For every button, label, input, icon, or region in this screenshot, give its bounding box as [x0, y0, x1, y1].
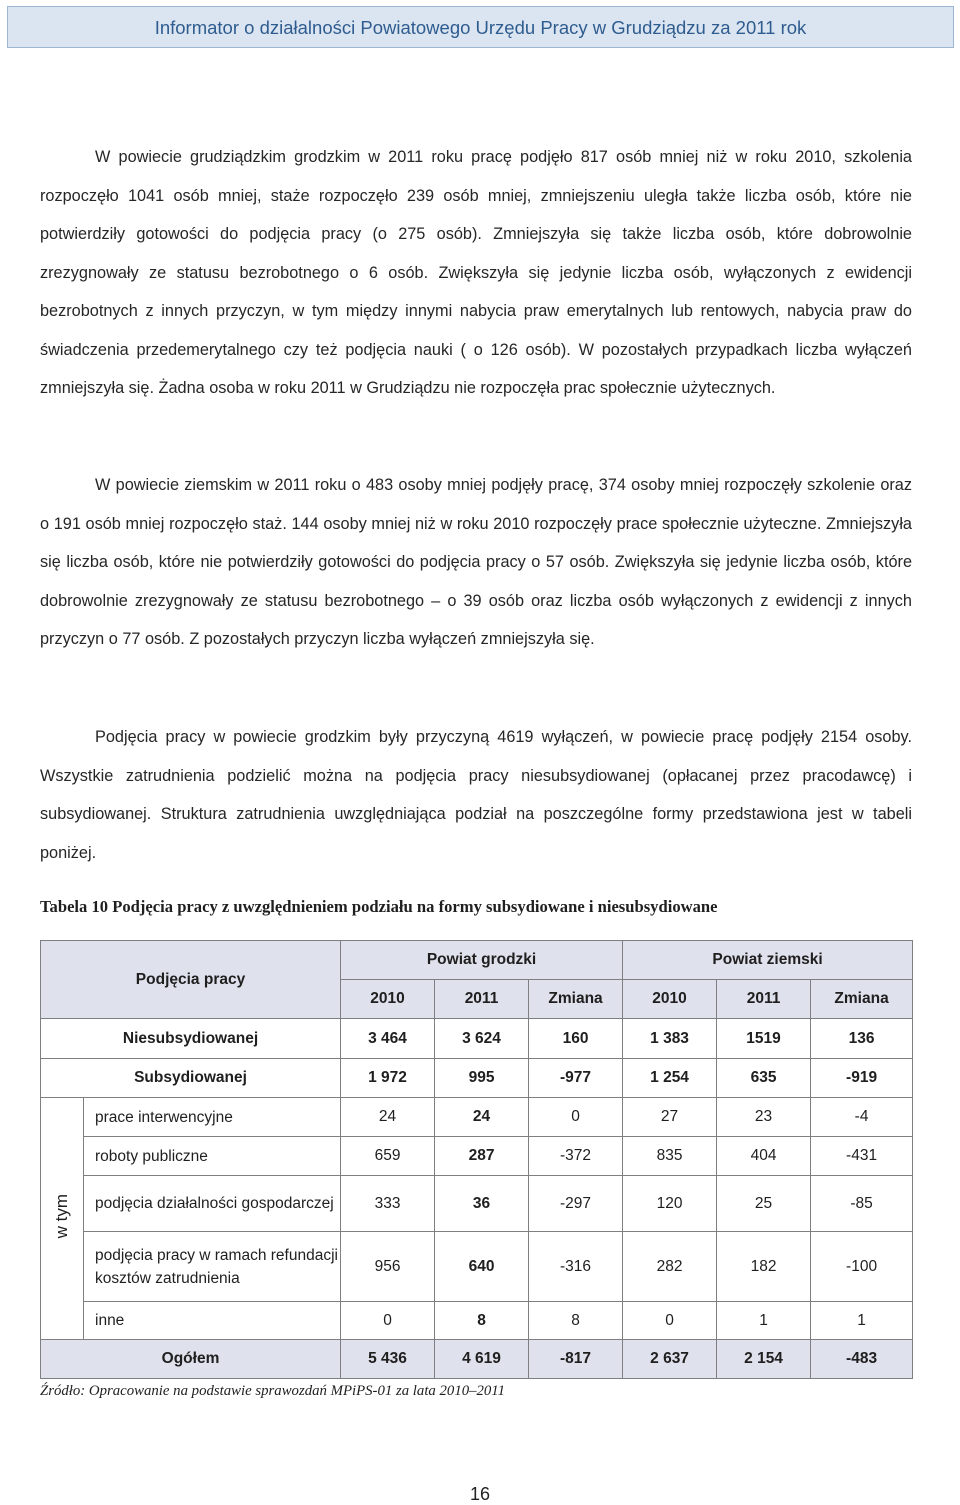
- subheader-cell: 2010: [341, 980, 435, 1019]
- table-cell: 333: [341, 1176, 435, 1232]
- table-cell: 0: [341, 1302, 435, 1340]
- table-cell: 24: [435, 1098, 529, 1137]
- paragraph-2: [40, 466, 912, 659]
- table-cell: 956: [341, 1232, 435, 1302]
- table-cell: -817: [529, 1340, 623, 1379]
- table-cell: -431: [811, 1137, 913, 1176]
- group-header-grodzki: Powiat grodzki: [341, 941, 623, 980]
- table-row-ogolem: [41, 1340, 913, 1379]
- subheader-cell: Zmiana: [529, 980, 623, 1019]
- table-cell: 287: [435, 1137, 529, 1176]
- table-cell: -372: [529, 1137, 623, 1176]
- table-cell: 635: [717, 1059, 811, 1098]
- page-number: 16: [469, 1484, 491, 1504]
- paragraph-3: [40, 718, 912, 872]
- table-cell: 160: [529, 1019, 623, 1059]
- subheader-cell: 2011: [435, 980, 529, 1019]
- table-cell: 3 464: [341, 1019, 435, 1059]
- table-cell: -85: [811, 1176, 913, 1232]
- table-cell: 1519: [717, 1019, 811, 1059]
- table-caption: Tabela 10 Podjęcia pracy z uwzględnieniem podziału na formy subsydiowane i niesubsydiowane: [40, 897, 718, 916]
- w-tym-cell: [41, 1098, 84, 1340]
- table-cell: 4 619: [435, 1340, 529, 1379]
- row-label: roboty publiczne: [84, 1137, 341, 1176]
- table-cell: 1 254: [623, 1059, 717, 1098]
- subheader-cell: 2011: [717, 980, 811, 1019]
- paragraph-3-text: Podjęcia pracy w powiecie grodzkim były przyczyną 4619 wyłączeń, w powiecie pracę podjęły 2154 osoby. Wszystkie zatrudnienia podzielić można na podjęcia pracy niesubsydiowanej (opłacanej przez pracodawcę) i subsydiowanej. Struktura zatrudnienia uwzględniająca podział na poszczególne formy przedstawiona jest w tabeli poniżej.: [40, 728, 912, 862]
- group-header-ziemski: Powiat ziemski: [623, 941, 913, 980]
- row-label: Niesubsydiowanej: [41, 1019, 341, 1059]
- table-cell: 1 383: [623, 1019, 717, 1059]
- table-cell: 835: [623, 1137, 717, 1176]
- paragraph-1-text: W powiecie grudziądzkim grodzkim w 2011 roku pracę podjęło 817 osób mniej niż w roku 2010, szkolenia rozpoczęło 1041 osób mniej, staże rozpoczęło 239 osób mniej, zmniejszeniu uległa także liczba osób, które nie potwierdziły gotowości do podjęcia pracy (o 275 osób). Zmniejszyła się także liczba osób, które dobrowolnie zrezygnowały ze statusu bezrobotnego o 6 osób. Zwiększyła się jedynie liczba osób, wyłączonych z ewidencji bezrobotnych z innych przyczyn, w tym między innymi nabycia praw emerytalnych lub rentowych, nabycia praw do świadczenia przedemerytalnego czy też podjęcia nauki ( o 126 osób). W pozostałych przypadkach liczba wyłączeń zmniejszyła się. Żadna osoba w roku 2011 w Grudziądzu nie rozpoczęła prac społecznie użytecznych.: [40, 148, 912, 397]
- table-cell: -4: [811, 1098, 913, 1137]
- table-cell: 3 624: [435, 1019, 529, 1059]
- row-label: Subsydiowanej: [41, 1059, 341, 1098]
- table-cell: 8: [435, 1302, 529, 1340]
- table-row-inne: [41, 1302, 913, 1340]
- header-title: Informator o działalności Powiatowego Urzędu Pracy w Grudziądzu za 2011 rok: [154, 17, 807, 38]
- table-cell: -297: [529, 1176, 623, 1232]
- row-label: prace interwencyjne: [84, 1098, 341, 1137]
- subheader-cell: 2010: [623, 980, 717, 1019]
- table-cell: 5 436: [341, 1340, 435, 1379]
- table-cell: -100: [811, 1232, 913, 1302]
- table-cell: 23: [717, 1098, 811, 1137]
- row-label: podjęcia działalności gospodarczej: [84, 1176, 341, 1232]
- table-cell: 25: [717, 1176, 811, 1232]
- table-row-dzialalnosc-gospodarcza: [41, 1176, 913, 1232]
- table-row-refundacja: [41, 1232, 913, 1302]
- table-cell: 1: [717, 1302, 811, 1340]
- subheader-cell: Zmiana: [811, 980, 913, 1019]
- table-header-row: [41, 941, 913, 980]
- table-cell: -977: [529, 1059, 623, 1098]
- table-cell: 8: [529, 1302, 623, 1340]
- table-cell: 282: [623, 1232, 717, 1302]
- table-cell: 659: [341, 1137, 435, 1176]
- source-note: Źródło: Opracowanie na podstawie sprawozdań MPiPS-01 za lata 2010–2011: [40, 1383, 506, 1399]
- table-cell: 995: [435, 1059, 529, 1098]
- header-label-cell: Podjęcia pracy: [41, 941, 341, 1019]
- w-tym-label: w tym: [52, 1193, 71, 1239]
- table-cell: 36: [435, 1176, 529, 1232]
- table-cell: 640: [435, 1232, 529, 1302]
- paragraph-1: [40, 138, 912, 408]
- table-row-niesubsydiowanej: [41, 1019, 913, 1059]
- row-label: Ogółem: [41, 1340, 341, 1379]
- table-cell: 120: [623, 1176, 717, 1232]
- table-row-prace-interwencyjne: [41, 1098, 913, 1137]
- table-cell: 0: [529, 1098, 623, 1137]
- table-cell: 24: [341, 1098, 435, 1137]
- table-row-roboty-publiczne: [41, 1137, 913, 1176]
- employment-table: [40, 940, 913, 1379]
- table-cell: 136: [811, 1019, 913, 1059]
- table-cell: 182: [717, 1232, 811, 1302]
- table-cell: 404: [717, 1137, 811, 1176]
- table-cell: 0: [623, 1302, 717, 1340]
- table-row-subsydiowanej: [41, 1059, 913, 1098]
- table-cell: -919: [811, 1059, 913, 1098]
- table-cell: 2 637: [623, 1340, 717, 1379]
- table-cell: -483: [811, 1340, 913, 1379]
- table-cell: 2 154: [717, 1340, 811, 1379]
- document-header: [7, 6, 954, 48]
- row-label: inne: [84, 1302, 341, 1340]
- table-cell: 27: [623, 1098, 717, 1137]
- table-cell: 1: [811, 1302, 913, 1340]
- table-cell: -316: [529, 1232, 623, 1302]
- paragraph-2-text: W powiecie ziemskim w 2011 roku o 483 osoby mniej podjęły pracę, 374 osoby mniej rozpoczęły szkolenie oraz o 191 osób mniej rozpoczęło staż. 144 osoby mniej niż w roku 2010 rozpoczęły prace społecznie użyteczne. Zmniejszyła się liczba osób, które nie potwierdziły gotowości do podjęcia pracy o 57 osób. Zwiększyła się jedynie liczba osób, które dobrowolnie zrezygnowały ze statusu bezrobotnego – o 39 osób oraz liczba osób wyłączonych z ewidencji z innych przyczyn o 77 osób. Z pozostałych przyczyn liczba wyłączeń zmniejszyła się.: [40, 476, 912, 648]
- row-label: podjęcia pracy w ramach refundacji kosztów zatrudnienia: [84, 1232, 341, 1302]
- table-cell: 1 972: [341, 1059, 435, 1098]
